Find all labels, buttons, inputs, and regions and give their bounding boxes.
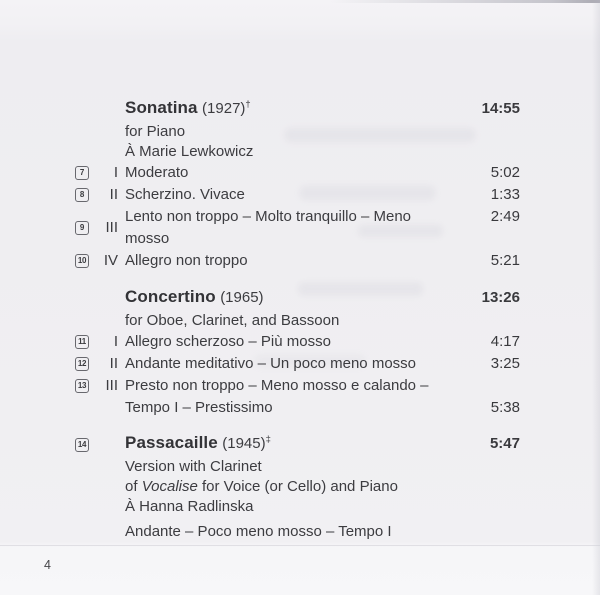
work-subline-row [75, 142, 520, 162]
track-time: 5:02 [490, 164, 520, 181]
tracknum-cell [75, 375, 125, 397]
work-source-note: of Vocalise for Voice (or Cello) and Piano [125, 478, 398, 495]
track-number-box: 8 [75, 188, 89, 202]
track-row [75, 375, 520, 397]
page-number: 4 [44, 558, 51, 572]
work-title-line [125, 286, 456, 311]
footnote-marker-dagger: † [245, 99, 251, 110]
movement-title: Allegro non troppo [125, 252, 248, 269]
track-number-box: 13 [75, 379, 89, 393]
track-row [75, 184, 520, 206]
track-number-box: 10 [75, 254, 89, 268]
work-dedication: À Hanna Radlinska [125, 498, 254, 515]
tracknum-cell [75, 353, 125, 375]
tracknum-cell [75, 217, 125, 239]
work-year: (1945) [222, 435, 266, 452]
track-row [75, 162, 520, 184]
work-movement-sequence: Andante – Poco meno mosso – Tempo I [125, 523, 392, 540]
track-row [75, 250, 520, 272]
work-header-sonatina [75, 97, 520, 122]
track-time: 2:49 [490, 208, 520, 225]
track-time: 5:21 [490, 252, 520, 269]
footnote-marker-double-dagger: ‡ [265, 434, 271, 445]
movement-title: Andante meditativo – Un poco meno mosso [125, 355, 416, 372]
work-year: (1965) [220, 289, 264, 306]
movement-numeral: I [113, 164, 118, 181]
tracknum-cell [75, 250, 125, 272]
work-duration: 14:55 [481, 100, 520, 117]
track-row-continuation [75, 397, 520, 419]
work-title: Concertino [125, 287, 216, 306]
work-title-line [125, 97, 456, 122]
track-row [75, 331, 520, 353]
tracknum-cell [75, 184, 125, 206]
track-row [75, 206, 520, 250]
work-title-line [125, 432, 456, 457]
track-number-box: 11 [75, 335, 89, 349]
scan-top-edge [0, 0, 600, 3]
tracknum-cell [75, 438, 125, 452]
scan-right-edge [592, 0, 600, 595]
work-header-passacaille [75, 432, 520, 457]
work-subline-row [75, 457, 520, 477]
track-number-box: 7 [75, 166, 89, 180]
work-year: (1927) [202, 100, 246, 117]
work-instrumentation: for Piano [125, 123, 186, 140]
work-subline-row [75, 311, 520, 331]
track-time: 4:17 [490, 333, 520, 350]
movement-title: Lento non troppo – Molto tranquillo – Meno mosso [125, 208, 412, 247]
movement-title: Moderato [125, 164, 189, 181]
work-duration: 5:47 [489, 435, 520, 452]
track-row [75, 353, 520, 375]
track-time: 5:38 [490, 399, 520, 416]
movement-numeral: III [105, 219, 118, 236]
work-dedication: À Marie Lewkowicz [125, 143, 254, 160]
work-version-note: Version with Clarinet [125, 458, 262, 475]
movement-title: Scherzino. Vivace [125, 186, 245, 203]
tracklist [75, 97, 520, 542]
work-subline-row [75, 497, 520, 517]
work-header-concertino [75, 286, 520, 311]
work-subline-row [75, 477, 520, 497]
work-instrumentation: for Oboe, Clarinet, and Bassoon [125, 312, 340, 329]
work-source-title-italic: Vocalise [141, 478, 198, 495]
movement-numeral: IV [103, 252, 118, 269]
movement-title: Presto non troppo – Meno mosso e calando – [125, 377, 429, 394]
track-time: 1:33 [490, 186, 520, 203]
movement-title-line2: Tempo I – Prestissimo [125, 399, 273, 416]
work-subline-row [75, 522, 520, 542]
work-title: Passacaille [125, 433, 218, 452]
track-number-box: 9 [75, 221, 89, 235]
scan-seam-line [0, 545, 600, 546]
movement-numeral: III [105, 377, 118, 394]
movement-numeral: II [109, 355, 118, 372]
work-subline-row [75, 122, 520, 142]
movement-numeral: II [109, 186, 118, 203]
track-number-box: 12 [75, 357, 89, 371]
work-title: Sonatina [125, 98, 198, 117]
track-time: 3:25 [490, 355, 520, 372]
movement-title: Allegro scherzoso – Più mosso [125, 333, 331, 350]
tracknum-cell [75, 331, 125, 353]
movement-numeral: I [113, 333, 118, 350]
track-number-box: 14 [75, 438, 89, 452]
tracknum-cell [75, 162, 125, 184]
work-duration: 13:26 [481, 289, 520, 306]
